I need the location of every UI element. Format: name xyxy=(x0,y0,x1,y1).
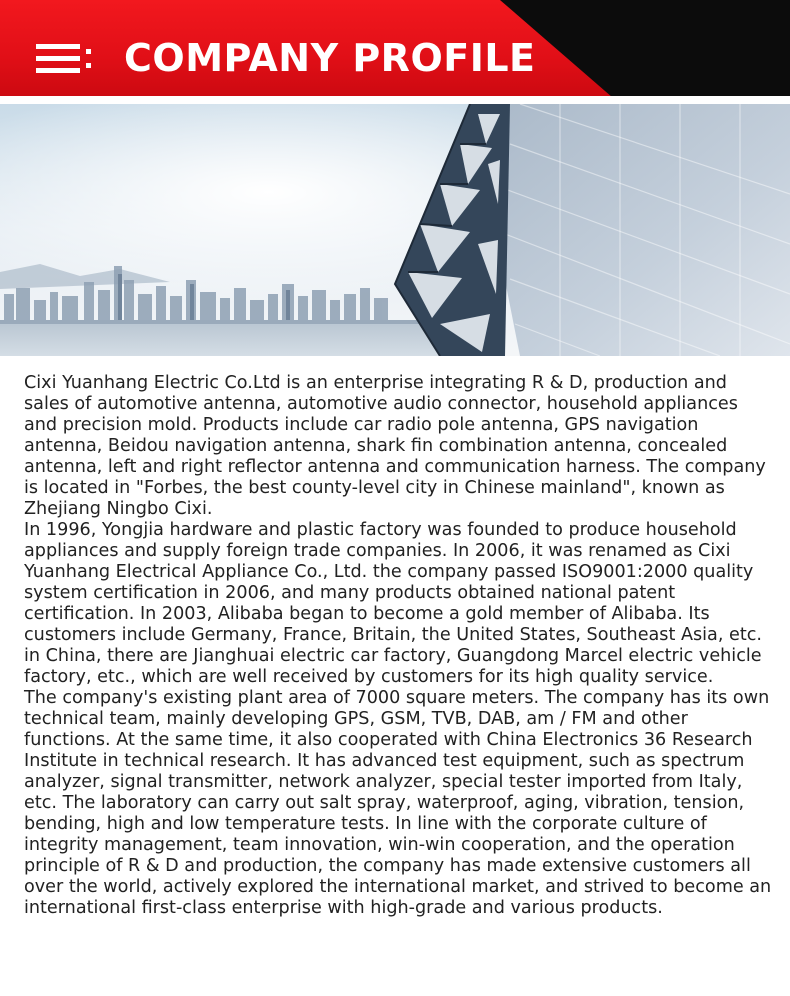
hero-image xyxy=(0,104,790,356)
profile-paragraph-2: In 1996, Yongjia hardware and plastic factory was founded to produce household appliances and supply foreign trade companies. In 2006, it was renamed as Cixi Yuanhang Electrical Appliance Co., Ltd. the company passed ISO9001:2000 quality system certification in 2006, and many products obtained national patent certification. In 2003, Alibaba began to become a gold member of Alibaba. Its customers include Germany, France, Britain, the United States, Southeast Asia, etc. in China, there are Jianghuai electric car factory, Guangdong Marcel electric vehicle factory, etc., which are well received by customers for its high quality service. xyxy=(24,520,763,687)
page-title: COMPANY PROFILE xyxy=(124,36,536,80)
menu-lines-icon xyxy=(36,44,92,74)
profile-paragraph-3: The company's existing plant area of 7000 square meters. The company has its own technical team, mainly developing GPS, GSM, TVB, DAB, am / FM and other functions. At the same time, it also cooperated with China Electronics 36 Research Institute in technical research. It has advanced test equipment, such as spectrum analyzer, signal transmitter, network analyzer, special tester imported from Italy, etc. The laboratory can carry out salt spray, waterproof, aging, vibration, tension, bending, high and low temperature tests. In line with the corporate culture of integrity management, team innovation, win-win cooperation, and the operation principle of R & D and production, the company has made extensive customers all over the world, actively explored the international market, and strived to become an international first-class enterprise with high-grade and various products. xyxy=(24,688,772,918)
city-skyline-image xyxy=(0,104,790,356)
banner-divider xyxy=(0,96,790,104)
profile-paragraph-1: Cixi Yuanhang Electric Co.Ltd is an enterprise integrating R & D, production and sales of automotive antenna, automotive audio connector, household appliances and precision mold. Products include car radio pole antenna, GPS navigation antenna, Beidou navigation antenna, shark fin combination antenna, concealed antenna, left and right reflector antenna and communication harness. The company is located in "Forbes, the best county-level city in Chinese mainland", known as Zhejiang Ningbo Cixi. xyxy=(24,373,766,519)
company-profile-text xyxy=(24,373,774,919)
section-header-banner xyxy=(0,0,790,104)
